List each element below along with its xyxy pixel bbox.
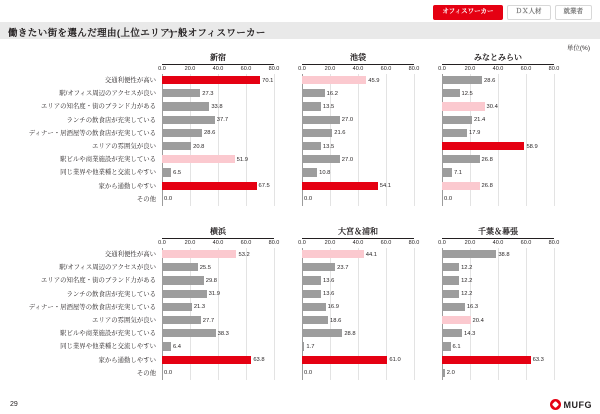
bar-row xyxy=(162,354,274,367)
bar xyxy=(302,303,326,311)
plot-area xyxy=(162,248,274,380)
bar-value-label: 13.6 xyxy=(323,291,335,298)
bar-row xyxy=(162,140,274,153)
bar xyxy=(442,329,462,337)
bar-row xyxy=(302,140,414,153)
bar-row xyxy=(442,367,554,380)
bar-value-label: 27.0 xyxy=(341,156,354,163)
bar xyxy=(442,303,465,311)
bar xyxy=(162,329,216,337)
bar-value-label: 26.8 xyxy=(481,183,493,190)
bar xyxy=(302,250,364,258)
bar-row xyxy=(442,166,554,179)
bar xyxy=(302,89,325,97)
x-tick: 20.0 xyxy=(184,66,196,72)
x-axis xyxy=(158,66,280,74)
bar-row xyxy=(162,314,274,327)
bar-value-label: 13.5 xyxy=(322,143,335,150)
bar-row xyxy=(302,193,414,206)
bar-value-label: 54.1 xyxy=(379,183,392,190)
x-tick: 0.0 xyxy=(438,66,446,72)
bar xyxy=(442,290,459,298)
bar-value-label: 27.7 xyxy=(202,317,215,324)
bar-value-label: 23.7 xyxy=(337,264,349,271)
bar xyxy=(442,369,445,377)
tab-office-worker[interactable]: オフィスワーカー xyxy=(433,5,502,20)
x-tick: 40.0 xyxy=(492,66,504,72)
bar-value-label: 12.5 xyxy=(461,90,473,97)
bar xyxy=(302,168,317,176)
panel-title: 大宮＆浦和 xyxy=(338,227,378,236)
panel-title: みなとみらい xyxy=(474,53,522,62)
bar-row xyxy=(162,248,274,261)
bar-value-label: 21.3 xyxy=(193,304,206,311)
bar xyxy=(302,316,328,324)
tab-employed[interactable]: 就業者 xyxy=(555,5,593,20)
bar-row xyxy=(442,140,554,153)
bar xyxy=(442,116,472,124)
x-tick: 80.0 xyxy=(548,240,560,246)
bar-value-label: 1.7 xyxy=(306,343,315,350)
bar-value-label: 20.8 xyxy=(193,143,205,150)
gridline xyxy=(554,74,555,206)
panel-rule xyxy=(162,238,274,239)
bar-value-label: 38.3 xyxy=(217,330,229,337)
bar-row xyxy=(302,127,414,140)
bar-value-label: 2.0 xyxy=(446,370,455,377)
bar-row xyxy=(442,288,554,301)
bar-row xyxy=(162,114,274,127)
bar-value-label: 7.1 xyxy=(453,169,462,176)
bar xyxy=(162,129,202,137)
bar-value-label: 63.3 xyxy=(532,357,544,364)
category-labels xyxy=(0,248,156,380)
bar xyxy=(442,316,471,324)
bar xyxy=(302,155,340,163)
bar xyxy=(162,168,171,176)
panel-rule xyxy=(442,64,554,65)
bar xyxy=(442,276,459,284)
x-tick: 80.0 xyxy=(268,66,280,72)
x-tick: 20.0 xyxy=(324,240,336,246)
bar-row xyxy=(442,314,554,327)
bar xyxy=(302,116,340,124)
category-label: 交通利便性が高い xyxy=(104,77,156,84)
category-label: その他 xyxy=(136,369,156,377)
x-tick: 40.0 xyxy=(352,240,364,246)
category-label: 駅ビルや商業施設が充実している xyxy=(60,330,156,338)
x-tick: 40.0 xyxy=(492,240,504,246)
gridline xyxy=(554,248,555,380)
bar xyxy=(162,263,198,271)
category-label: ディナー・居酒屋等の飲食店が充実している xyxy=(28,129,156,137)
bar xyxy=(302,276,321,284)
bar-row xyxy=(302,274,414,287)
mufg-mark-icon xyxy=(550,399,561,410)
category-label: ディナー・居酒屋等の飲食店が充実している xyxy=(28,303,156,311)
category-label: 駅/オフィス周辺のアクセスが良い xyxy=(59,90,156,98)
bar xyxy=(162,155,235,163)
bar-value-label: 10.8 xyxy=(319,169,331,176)
bar-value-label: 0.0 xyxy=(164,196,173,203)
bar-row xyxy=(442,180,554,193)
plot-area xyxy=(162,74,274,206)
category-label: 同じ業界や他業種と交流しやすい xyxy=(60,169,156,177)
category-label: 家から通勤しやすい xyxy=(98,356,156,364)
bar xyxy=(302,356,387,364)
bar-row xyxy=(162,261,274,274)
bar xyxy=(162,116,215,124)
category-label: エリアの雰囲気が良い xyxy=(92,316,156,324)
bar xyxy=(162,342,171,350)
bar-row xyxy=(162,301,274,314)
bar-value-label: 51.9 xyxy=(236,156,248,163)
bar-value-label: 31.9 xyxy=(208,291,220,298)
mufg-logo-text: MUFG xyxy=(563,399,592,410)
bar-value-label: 26.8 xyxy=(481,156,493,163)
category-label: ランチの飲食店が充実している xyxy=(66,116,156,124)
x-tick: 60.0 xyxy=(240,66,252,72)
bar-value-label: 20.4 xyxy=(472,317,484,324)
bar-value-label: 67.5 xyxy=(258,183,270,190)
bar xyxy=(302,129,332,137)
bar-value-label: 13.5 xyxy=(322,103,335,110)
bar xyxy=(442,342,451,350)
bar xyxy=(162,76,260,84)
x-tick: 80.0 xyxy=(548,66,560,72)
plot-area xyxy=(442,74,554,206)
bar-row xyxy=(162,166,274,179)
bar xyxy=(162,250,236,258)
x-axis xyxy=(298,66,420,74)
bar-row xyxy=(442,193,554,206)
bar xyxy=(162,89,200,97)
page-title: 働きたい街を選んだ理由(上位エリア) xyxy=(8,28,174,39)
plot-area xyxy=(302,74,414,206)
mufg-logo xyxy=(550,399,593,410)
plot-area xyxy=(302,248,414,380)
panel-rule xyxy=(162,64,274,65)
bar-value-label: 6.4 xyxy=(172,343,182,350)
bar-row xyxy=(302,153,414,166)
bar xyxy=(442,168,452,176)
bar xyxy=(162,316,201,324)
category-label: エリアの知名度・街のブランド力がある xyxy=(40,277,156,285)
x-tick: 0.0 xyxy=(298,240,306,246)
bar xyxy=(302,342,304,350)
bar xyxy=(442,142,524,150)
bar-value-label: 28.8 xyxy=(344,330,356,337)
bar-row xyxy=(302,327,414,340)
category-label: エリアの雰囲気が良い xyxy=(92,142,156,150)
x-tick: 40.0 xyxy=(212,66,224,72)
bar-value-label: 25.5 xyxy=(199,264,211,271)
bar-value-label: 0.0 xyxy=(164,370,173,377)
x-tick: 60.0 xyxy=(240,240,252,246)
bar-value-label: 30.4 xyxy=(486,103,498,110)
bar xyxy=(162,142,191,150)
bar xyxy=(162,356,251,364)
bar xyxy=(442,250,496,258)
bar-row xyxy=(162,153,274,166)
bar-value-label: 16.9 xyxy=(327,304,339,311)
panel-title: 池袋 xyxy=(350,53,366,62)
category-labels xyxy=(0,74,156,206)
bar-row xyxy=(162,100,274,113)
bar xyxy=(442,182,480,190)
bar-row xyxy=(442,100,554,113)
x-tick: 20.0 xyxy=(464,66,476,72)
bar-row xyxy=(162,327,274,340)
x-tick: 60.0 xyxy=(380,66,392,72)
x-tick: 40.0 xyxy=(212,240,224,246)
bar-row xyxy=(442,301,554,314)
panel-title: 新宿 xyxy=(210,53,226,62)
bar-row xyxy=(302,354,414,367)
plot-area xyxy=(442,248,554,380)
bar-value-label: 27.0 xyxy=(341,117,354,124)
category-label: 同じ業界や他業種と交流しやすい xyxy=(60,343,156,351)
tab-dx-talent[interactable]: ＤＸ人材 xyxy=(507,5,551,20)
bar-row xyxy=(442,340,554,353)
category-label: 交通利便性が高い xyxy=(104,251,156,258)
bar-value-label: 27.3 xyxy=(202,90,214,97)
bar xyxy=(162,276,204,284)
bar-row xyxy=(442,327,554,340)
bar-value-label: 14.3 xyxy=(464,330,476,337)
gridline xyxy=(274,74,275,206)
bar-value-label: 38.8 xyxy=(498,251,510,258)
bar-value-label: 12.2 xyxy=(461,277,473,284)
x-tick: 80.0 xyxy=(408,240,420,246)
panel-rule xyxy=(302,64,414,65)
x-axis xyxy=(438,66,560,74)
bar-value-label: 29.8 xyxy=(205,277,218,284)
bar-row xyxy=(302,288,414,301)
bar xyxy=(162,290,207,298)
panel-title: 千葉＆幕張 xyxy=(478,227,518,236)
bar-value-label: 16.3 xyxy=(466,304,479,311)
x-tick: 60.0 xyxy=(520,66,532,72)
bar xyxy=(442,102,485,110)
bar-row xyxy=(302,367,414,380)
bar-value-label: 33.8 xyxy=(211,103,223,110)
bar xyxy=(302,76,366,84)
bar-value-label: 58.9 xyxy=(526,143,538,150)
bar-row xyxy=(162,340,274,353)
bar-row xyxy=(302,180,414,193)
bar xyxy=(162,102,209,110)
bar-value-label: 21.4 xyxy=(473,117,486,124)
bar-row xyxy=(302,87,414,100)
bar-row xyxy=(442,127,554,140)
bar-value-label: 45.9 xyxy=(368,77,380,84)
x-axis xyxy=(298,240,420,248)
panel-rule xyxy=(302,238,414,239)
x-tick: 0.0 xyxy=(298,66,306,72)
x-tick: 20.0 xyxy=(324,66,336,72)
bar-value-label: 63.8 xyxy=(253,357,265,364)
bar xyxy=(162,303,192,311)
bar-value-label: 0.0 xyxy=(304,196,313,203)
bar xyxy=(302,263,335,271)
bar xyxy=(302,329,342,337)
bar-row xyxy=(442,248,554,261)
bar-row xyxy=(302,100,414,113)
page-number: 29 xyxy=(10,401,18,408)
x-tick: 40.0 xyxy=(352,66,364,72)
bar-value-label: 12.2 xyxy=(461,264,473,271)
bar-row xyxy=(302,74,414,87)
segment-tabs xyxy=(433,5,592,20)
bar xyxy=(302,290,321,298)
bar-value-label: 6.5 xyxy=(173,169,182,176)
bar xyxy=(442,89,460,97)
gridline xyxy=(414,74,415,206)
category-label: 家から通勤しやすい xyxy=(98,182,156,190)
bar-row xyxy=(442,354,554,367)
bar-row xyxy=(162,127,274,140)
bar-row xyxy=(302,301,414,314)
x-tick: 0.0 xyxy=(158,66,166,72)
bar-row xyxy=(302,166,414,179)
x-tick: 0.0 xyxy=(438,240,446,246)
bar-value-label: 18.6 xyxy=(330,317,342,324)
x-tick: 80.0 xyxy=(408,66,420,72)
x-tick: 0.0 xyxy=(158,240,166,246)
bar-row xyxy=(162,87,274,100)
x-tick: 20.0 xyxy=(464,240,476,246)
bar xyxy=(302,102,321,110)
page-subtitle: 一般オフィスワーカー xyxy=(168,28,266,39)
bar-value-label: 37.7 xyxy=(216,117,229,124)
bar-value-label: 12.2 xyxy=(461,291,473,298)
bar xyxy=(162,182,257,190)
bar-row xyxy=(442,87,554,100)
bar-value-label: 70.1 xyxy=(262,77,274,84)
bar xyxy=(442,129,467,137)
bar-row xyxy=(162,193,274,206)
bar-row xyxy=(442,114,554,127)
bar-row xyxy=(442,274,554,287)
bar-row xyxy=(162,180,274,193)
x-tick: 80.0 xyxy=(268,240,280,246)
bar-value-label: 53.2 xyxy=(238,251,250,258)
bar-row xyxy=(162,274,274,287)
category-label: 駅ビルや商業施設が充実している xyxy=(60,156,156,164)
bar-value-label: 28.6 xyxy=(204,130,216,137)
category-label: ランチの飲食店が充実している xyxy=(66,290,156,298)
bar-row xyxy=(442,153,554,166)
bar-row xyxy=(302,314,414,327)
bar-row xyxy=(302,261,414,274)
bar-value-label: 16.2 xyxy=(326,90,338,97)
bar xyxy=(442,263,459,271)
bar-row xyxy=(302,248,414,261)
x-axis xyxy=(438,240,560,248)
bar-value-label: 13.6 xyxy=(323,277,335,284)
panel-title: 横浜 xyxy=(210,227,226,236)
x-tick: 60.0 xyxy=(520,240,532,246)
x-tick: 20.0 xyxy=(184,240,196,246)
bar xyxy=(302,142,321,150)
bar xyxy=(442,155,480,163)
bar-row xyxy=(162,367,274,380)
bar-row xyxy=(302,114,414,127)
panel-rule xyxy=(442,238,554,239)
bar-row xyxy=(162,74,274,87)
bar-value-label: 21.6 xyxy=(334,130,346,137)
bar-value-label: 28.6 xyxy=(484,77,496,84)
category-label: その他 xyxy=(136,195,156,203)
bar-value-label: 0.0 xyxy=(444,196,453,203)
bar xyxy=(442,76,482,84)
bar-value-label: 6.1 xyxy=(452,343,461,350)
gridline xyxy=(414,248,415,380)
bar-row xyxy=(442,261,554,274)
bar-row xyxy=(162,288,274,301)
bar xyxy=(302,182,378,190)
gridline xyxy=(274,248,275,380)
bar-value-label: 61.0 xyxy=(389,357,401,364)
x-tick: 60.0 xyxy=(380,240,392,246)
bar-row xyxy=(442,74,554,87)
bar-value-label: 17.9 xyxy=(469,130,481,137)
bar-value-label: 0.0 xyxy=(304,370,313,377)
unit-label: 単位(%) xyxy=(566,45,590,52)
bar-row xyxy=(302,340,414,353)
x-axis xyxy=(158,240,280,248)
category-label: エリアの知名度・街のブランド力がある xyxy=(40,103,156,111)
bar xyxy=(442,356,531,364)
bar-value-label: 44.1 xyxy=(365,251,378,258)
category-label: 駅/オフィス周辺のアクセスが良い xyxy=(59,264,156,272)
